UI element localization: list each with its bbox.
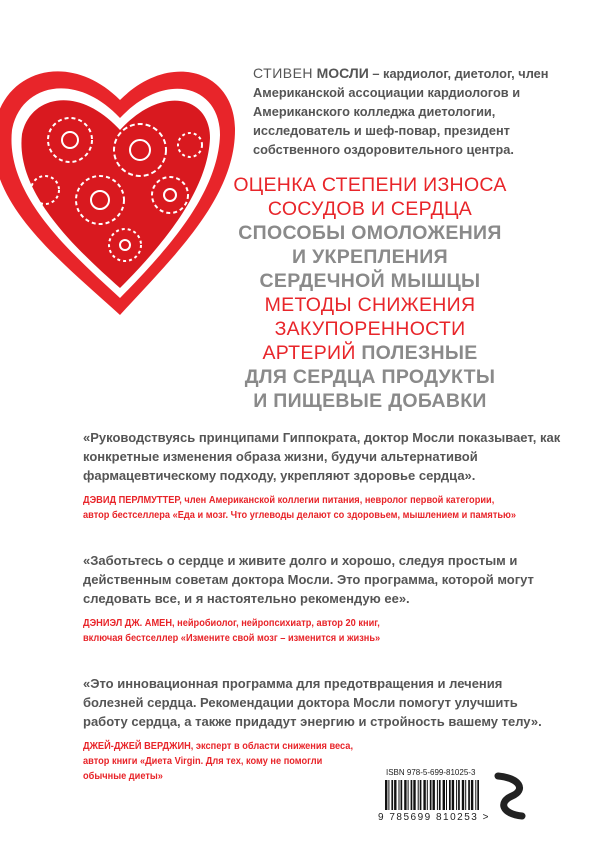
barcode-bar (404, 780, 406, 810)
author-last-name: МОСЛИ (316, 65, 369, 81)
barcode-bar (452, 780, 454, 810)
barcode-bar (468, 780, 470, 810)
reviewer-credentials: автор книги «Диета Virgin. Для тех, кому не помогли (83, 755, 323, 767)
headline-line: МЕТОДЫ СНИЖЕНИЯ (264, 294, 476, 316)
barcode-bar (443, 780, 445, 810)
headline-line: ЗАКУПОРЕННОСТИ (274, 318, 466, 340)
barcode-number: 9 785699 810253 > (378, 812, 490, 823)
barcode-bar (439, 780, 441, 810)
barcode-bar (388, 780, 389, 810)
reviewer-name: ДЭНИЭЛ ДЖ. АМЕН, (83, 617, 175, 629)
headline-line: СПОСОБЫ ОМОЛОЖЕНИЯ (238, 222, 502, 244)
review-attribution (83, 739, 527, 784)
headline-line: И УКРЕПЛЕНИЯ (292, 246, 448, 268)
review-quote: «Это инновационная программа для предотвращения и лечения болезней сердца. Рекомендации доктора Мосли помогут улучшить работу сердца, а также придадут энергию и стройность вашему телу». (83, 676, 542, 729)
headline-line: СОСУДОВ И СЕРДЦА (267, 198, 473, 220)
barcode (383, 780, 483, 810)
headline-line: И ПИЩЕВЫЕ ДОБАВКИ (253, 390, 487, 412)
headline-line: ОЦЕНКА СТЕПЕНИ ИЗНОСА (233, 174, 507, 196)
right-column (180, 64, 580, 413)
barcode-bar (401, 780, 403, 810)
barcode-bar (411, 780, 413, 810)
headline-line: СЕРДЕЧНОЙ МЫШЦЫ (259, 270, 481, 292)
author-first-name: СТИВЕН (253, 65, 314, 81)
author-bio (253, 64, 583, 159)
barcode-bar (394, 780, 396, 810)
barcode-bar (430, 780, 432, 810)
barcode-bar (433, 780, 435, 810)
barcode-bar (399, 780, 400, 810)
barcode-bar (420, 780, 422, 810)
reviewer-credentials: обычные диеты» (83, 770, 163, 782)
reviewer-credentials: эксперт в области снижения веса, (193, 740, 354, 752)
headline-block (180, 173, 560, 413)
review-quote: «Заботьтесь о сердце и живите долго и хорошо, следуя простым и действенным советам доктора Мосли. Это программа, которой могут следовать все, и я настоятельно рекомендую ее». (83, 553, 534, 606)
reviewer-credentials: нейробиолог, нейропсихиатр, автор 20 книг, (174, 617, 380, 629)
reviewer-credentials: включая бестселлер «Измените свой мозг – изменится и жизнь» (83, 632, 381, 644)
reviews-column (83, 428, 588, 784)
barcode-bar (475, 780, 476, 810)
headline-line: ПОЛЕЗНЫЕ (361, 342, 478, 364)
barcode-bar (456, 780, 457, 810)
barcode-bar (449, 780, 451, 810)
reviewer-credentials: член Американской коллегии питания, невролог первой категории, (181, 494, 495, 506)
barcode-bar (391, 780, 393, 810)
reviewer-credentials: автор бестселлера «Еда и мозг. Что углеводы делают со здоровьем, мышлением и памятью» (83, 509, 517, 521)
headline-line: ДЛЯ СЕРДЦА ПРОДУКТЫ (244, 366, 496, 388)
barcode-bar (418, 780, 419, 810)
review-attribution (83, 493, 527, 523)
barcode-bar (471, 780, 473, 810)
author-bio-text: – кардиолог, диетолог, член Американской ассоциации кардиологов и Американского колледжа диетологии, исследователь и шеф-повар, президент собственного оздоровительного центра. (253, 66, 549, 157)
barcode-bar (437, 780, 438, 810)
barcode-bar (408, 780, 409, 810)
barcode-bar (458, 780, 460, 810)
isbn-label: ISBN 978-5-699-81025-3 (386, 768, 476, 777)
barcode-bar (446, 780, 447, 810)
barcode-bar (423, 780, 425, 810)
barcode-bar (385, 780, 387, 810)
barcode-bar (413, 780, 415, 810)
publisher-logo-icon (490, 772, 530, 820)
reviewer-name: ДЖЕЙ-ДЖЕЙ ВЕРДЖИН, (83, 740, 194, 752)
barcode-bar (462, 780, 464, 810)
headline-line: АРТЕРИЙ (262, 342, 356, 364)
barcode-bar (427, 780, 428, 810)
reviewer-name: ДЭВИД ПЕРЛМУТТЕР, (83, 494, 182, 506)
barcode-bar (465, 780, 466, 810)
review-attribution (83, 616, 527, 646)
review-quote: «Руководствуясь принципами Гиппократа, доктор Мосли показывает, как конкретные изменения образа жизни, будучи альтернативой фармацевтическому подходу, укрепляют здоровье сердца». (83, 430, 561, 483)
barcode-bar (477, 780, 479, 810)
